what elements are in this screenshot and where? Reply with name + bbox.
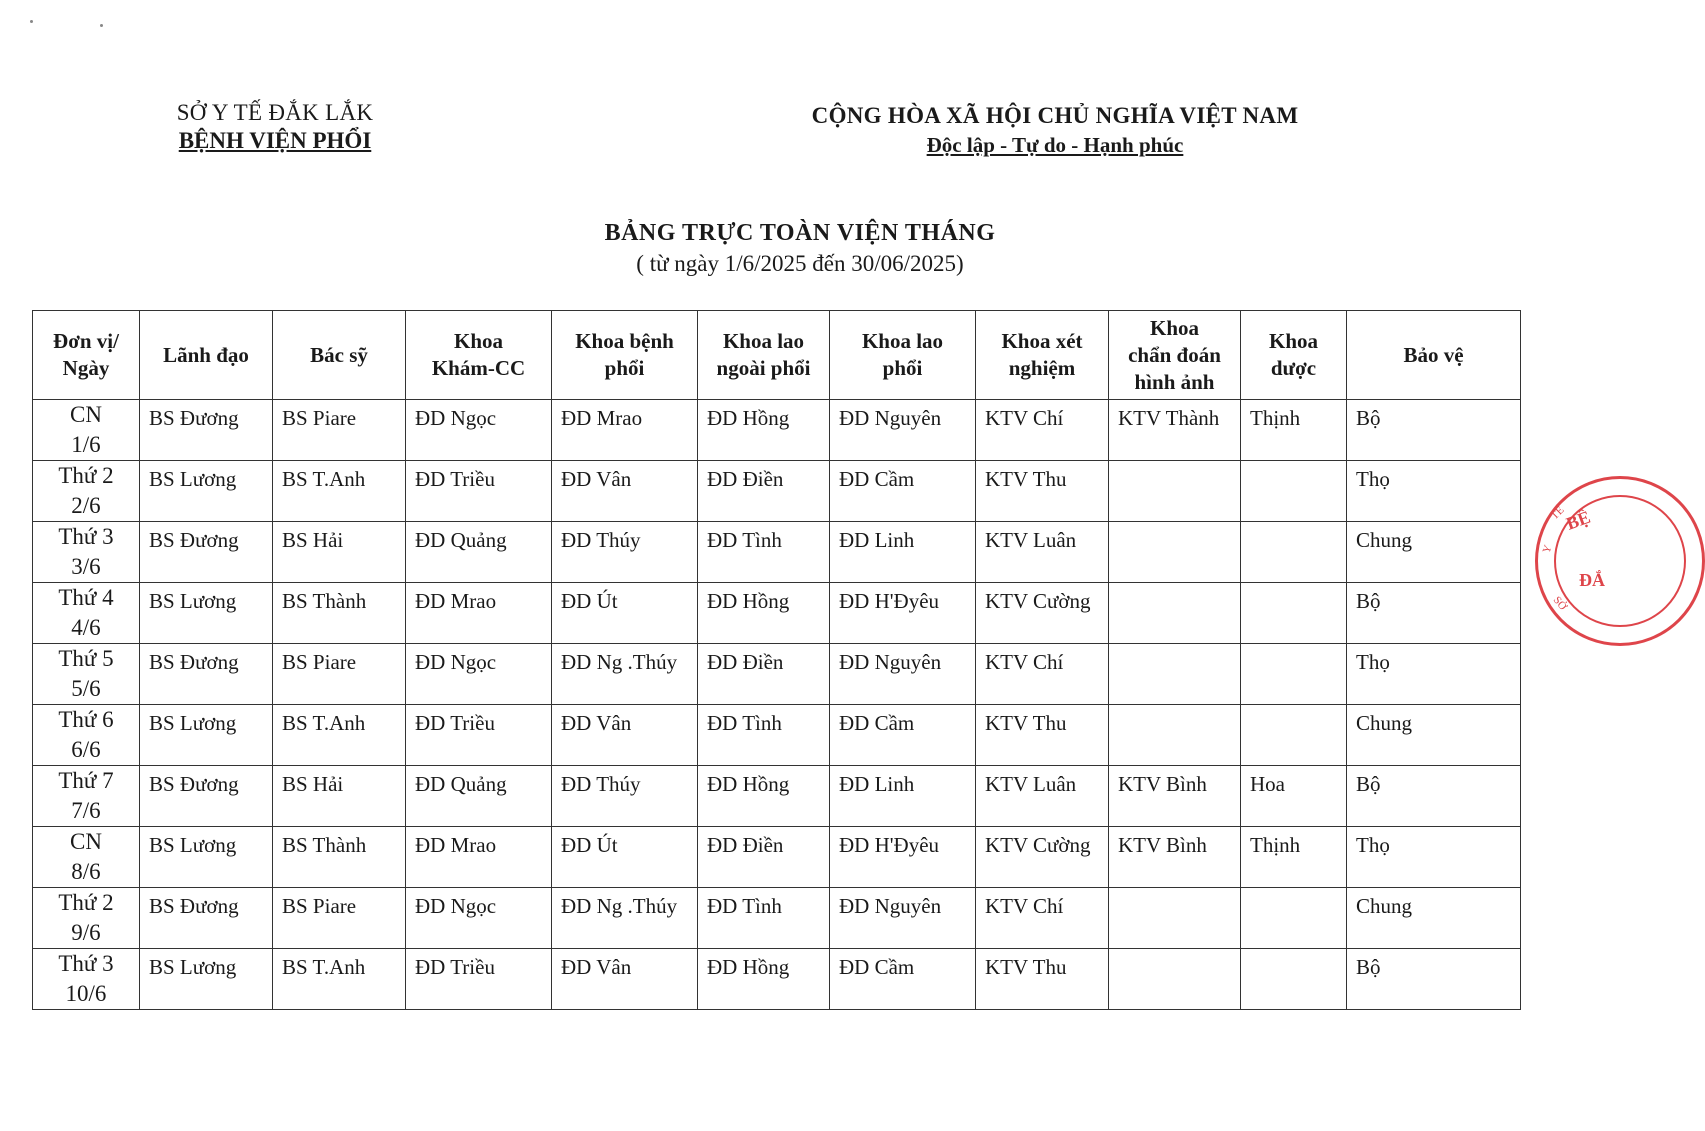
duty-cell-emergency: ĐD Quảng [406, 766, 552, 827]
weekday-label: Thứ 6 [58, 707, 114, 732]
hospital-name: BỆNH VIỆN PHỔI [178, 128, 372, 153]
duty-cell-lung-disease: ĐD Mrao [552, 400, 698, 461]
header-line: Khoa [453, 329, 503, 353]
table-row [33, 583, 1521, 644]
header-line: Bác sỹ [310, 342, 368, 367]
duty-cell-extrapulmonary-tb: ĐD Hồng [698, 400, 830, 461]
duty-cell-laboratory: KTV Luân [976, 766, 1109, 827]
duty-cell-doctor: BS Hải [273, 522, 406, 583]
table-row [33, 766, 1521, 827]
date-label: 9/6 [71, 920, 101, 945]
duty-cell-pulmonary-tb: ĐD Nguyên [830, 888, 976, 949]
header-col-doctor [273, 311, 406, 400]
duty-cell-security: Bộ [1347, 583, 1521, 644]
duty-cell-laboratory: KTV Chí [976, 644, 1109, 705]
day-cell [33, 888, 140, 949]
duty-cell-leadership: BS Đương [140, 766, 273, 827]
duty-cell-pulmonary-tb: ĐD Nguyên [830, 400, 976, 461]
date-label: 8/6 [71, 859, 101, 884]
date-label: 6/6 [71, 737, 101, 762]
header-line: Khoa lao [722, 329, 805, 353]
duty-cell-imaging [1109, 644, 1241, 705]
duty-cell-pharmacy: Thịnh [1241, 827, 1347, 888]
header-line: Khoa [1149, 315, 1199, 340]
table-row [33, 888, 1521, 949]
duty-cell-pharmacy [1241, 949, 1347, 1010]
day-cell [33, 705, 140, 766]
duty-cell-pharmacy [1241, 705, 1347, 766]
header-col-pharmacy [1241, 311, 1347, 400]
header-line: ngoài phổi [716, 356, 811, 380]
header-col-emergency [406, 311, 552, 400]
day-cell [33, 949, 140, 1010]
weekday-label: Thứ 2 [58, 890, 114, 915]
day-cell [33, 644, 140, 705]
duty-cell-extrapulmonary-tb: ĐD Hồng [698, 583, 830, 644]
header-col-security [1347, 311, 1521, 400]
day-cell [33, 400, 140, 461]
header-line: Khoa [1268, 329, 1318, 353]
weekday-label: Thứ 4 [58, 585, 114, 610]
header-line: Lãnh đạo [163, 342, 249, 367]
header-line: nghiệm [1008, 356, 1076, 380]
duty-cell-security: Bộ [1347, 949, 1521, 1010]
header-line: Khoa bệnh [575, 329, 674, 353]
duty-cell-laboratory: KTV Luân [976, 522, 1109, 583]
duty-cell-extrapulmonary-tb: ĐD Tình [698, 522, 830, 583]
duty-cell-leadership: BS Đương [140, 522, 273, 583]
header-line: chẩn đoán [1128, 342, 1221, 367]
duty-cell-laboratory: KTV Cường [976, 583, 1109, 644]
header-line: dược [1270, 356, 1317, 380]
header-col-imaging [1109, 311, 1241, 400]
duty-cell-security: Chung [1347, 888, 1521, 949]
duty-cell-extrapulmonary-tb: ĐD Tình [698, 888, 830, 949]
duty-cell-doctor: BS T.Anh [273, 461, 406, 522]
duty-cell-lung-disease: ĐD Út [552, 583, 698, 644]
duty-cell-imaging [1109, 583, 1241, 644]
duty-cell-security: Chung [1347, 705, 1521, 766]
weekday-label: CN [70, 402, 102, 427]
duty-cell-pharmacy [1241, 644, 1347, 705]
header-line: phổi [604, 356, 645, 380]
duty-cell-laboratory: KTV Thu [976, 949, 1109, 1010]
duty-cell-leadership: BS Lương [140, 949, 273, 1010]
roster-body [33, 400, 1521, 1010]
day-cell [33, 583, 140, 644]
duty-cell-doctor: BS Piare [273, 400, 406, 461]
duty-cell-pulmonary-tb: ĐD H'Đyêu [830, 827, 976, 888]
svg-text:SỞ: SỞ [1550, 594, 1569, 613]
duty-cell-imaging [1109, 461, 1241, 522]
duty-cell-extrapulmonary-tb: ĐD Điền [698, 461, 830, 522]
department-name: SỞ Y TẾ ĐẮK LẮK [176, 100, 374, 125]
duty-cell-extrapulmonary-tb: ĐD Tình [698, 705, 830, 766]
duty-cell-imaging [1109, 522, 1241, 583]
weekday-label: Thứ 7 [58, 768, 114, 793]
duty-cell-pharmacy [1241, 888, 1347, 949]
duty-cell-doctor: BS Thành [273, 827, 406, 888]
duty-cell-emergency: ĐD Triều [406, 949, 552, 1010]
duty-cell-pulmonary-tb: ĐD Cầm [830, 461, 976, 522]
duty-cell-emergency: ĐD Triều [406, 705, 552, 766]
duty-cell-pulmonary-tb: ĐD H'Đyêu [830, 583, 976, 644]
duty-cell-extrapulmonary-tb: ĐD Điền [698, 644, 830, 705]
header-line: Ngày [62, 356, 110, 380]
duty-cell-lung-disease: ĐD Út [552, 827, 698, 888]
header-row [33, 311, 1521, 400]
duty-cell-laboratory: KTV Thu [976, 461, 1109, 522]
duty-cell-pulmonary-tb: ĐD Cầm [830, 705, 976, 766]
date-label: 10/6 [65, 981, 107, 1006]
duty-cell-extrapulmonary-tb: ĐD Hồng [698, 949, 830, 1010]
duty-cell-pulmonary-tb: ĐD Linh [830, 766, 976, 827]
duty-cell-emergency: ĐD Ngọc [406, 888, 552, 949]
header-col-extrapulmonary-tb [698, 311, 830, 400]
duty-cell-security: Thọ [1347, 461, 1521, 522]
duty-cell-emergency: ĐD Triều [406, 461, 552, 522]
duty-cell-lung-disease: ĐD Ng .Thúy [552, 888, 698, 949]
document-date-range: ( từ ngày 1/6/2025 đến 30/06/2025) [636, 251, 964, 276]
day-cell [33, 766, 140, 827]
duty-cell-doctor: BS Piare [273, 888, 406, 949]
header-line: Khám-CC [431, 356, 526, 380]
duty-cell-leadership: BS Lương [140, 705, 273, 766]
duty-cell-imaging [1109, 705, 1241, 766]
document-title: BẢNG TRỰC TOÀN VIỆN THÁNG [604, 220, 996, 246]
official-seal-stamp [1535, 476, 1705, 646]
duty-cell-laboratory: KTV Chí [976, 888, 1109, 949]
svg-text:BỆ: BỆ [1563, 506, 1593, 534]
weekday-label: Thứ 3 [58, 951, 114, 976]
header-line: phổi [882, 356, 923, 380]
table-row [33, 522, 1521, 583]
duty-cell-pharmacy [1241, 461, 1347, 522]
duty-cell-pharmacy: Hoa [1241, 766, 1347, 827]
duty-cell-imaging [1109, 949, 1241, 1010]
duty-cell-imaging: KTV Bình [1109, 827, 1241, 888]
national-header [790, 103, 1320, 158]
duty-cell-doctor: BS Thành [273, 583, 406, 644]
duty-cell-lung-disease: ĐD Thúy [552, 522, 698, 583]
table-row [33, 644, 1521, 705]
scan-speck [30, 20, 33, 23]
duty-cell-pulmonary-tb: ĐD Linh [830, 522, 976, 583]
date-label: 5/6 [71, 676, 101, 701]
duty-cell-pharmacy [1241, 583, 1347, 644]
duty-cell-leadership: BS Đương [140, 644, 273, 705]
duty-cell-emergency: ĐD Mrao [406, 827, 552, 888]
duty-cell-imaging: KTV Bình [1109, 766, 1241, 827]
duty-cell-pharmacy [1241, 522, 1347, 583]
header-line: hình ảnh [1134, 369, 1215, 394]
duty-cell-emergency: ĐD Quảng [406, 522, 552, 583]
header-col-laboratory [976, 311, 1109, 400]
duty-cell-pulmonary-tb: ĐD Nguyên [830, 644, 976, 705]
national-motto: Độc lập - Tự do - Hạnh phúc [926, 133, 1184, 157]
svg-text:TẾ: TẾ [1548, 504, 1567, 523]
duty-cell-lung-disease: ĐD Vân [552, 461, 698, 522]
seal-lettering [1535, 476, 1705, 646]
date-label: 3/6 [71, 554, 101, 579]
weekday-label: CN [70, 829, 102, 854]
duty-cell-lung-disease: ĐD Vân [552, 949, 698, 1010]
duty-cell-security: Thọ [1347, 644, 1521, 705]
duty-cell-lung-disease: ĐD Vân [552, 705, 698, 766]
header-line: Khoa lao [861, 329, 944, 353]
duty-cell-extrapulmonary-tb: ĐD Hồng [698, 766, 830, 827]
duty-cell-emergency: ĐD Ngọc [406, 644, 552, 705]
table-row [33, 705, 1521, 766]
issuer-header [150, 100, 400, 154]
duty-cell-lung-disease: ĐD Thúy [552, 766, 698, 827]
header-col-pulmonary-tb [830, 311, 976, 400]
duty-cell-leadership: BS Lương [140, 461, 273, 522]
table-row [33, 949, 1521, 1010]
table-row [33, 461, 1521, 522]
duty-cell-security: Thọ [1347, 827, 1521, 888]
duty-cell-doctor: BS Piare [273, 644, 406, 705]
duty-cell-leadership: BS Đương [140, 400, 273, 461]
duty-cell-extrapulmonary-tb: ĐD Điền [698, 827, 830, 888]
duty-cell-security: Bộ [1347, 766, 1521, 827]
duty-cell-emergency: ĐD Mrao [406, 583, 552, 644]
country-name: CỘNG HÒA XÃ HỘI CHỦ NGHĨA VIỆT NAM [811, 103, 1299, 128]
duty-cell-doctor: BS T.Anh [273, 949, 406, 1010]
duty-cell-laboratory: KTV Thu [976, 705, 1109, 766]
header-col-unit-day [33, 311, 140, 400]
duty-cell-laboratory: KTV Cường [976, 827, 1109, 888]
table-row [33, 400, 1521, 461]
duty-cell-imaging: KTV Thành [1109, 400, 1241, 461]
duty-cell-leadership: BS Lương [140, 827, 273, 888]
day-cell [33, 522, 140, 583]
duty-cell-imaging [1109, 888, 1241, 949]
duty-cell-emergency: ĐD Ngọc [406, 400, 552, 461]
duty-roster-table [32, 310, 1521, 1010]
day-cell [33, 827, 140, 888]
scan-speck [100, 24, 103, 27]
duty-cell-leadership: BS Đương [140, 888, 273, 949]
header-line: Khoa xét [1001, 329, 1083, 353]
weekday-label: Thứ 5 [58, 646, 114, 671]
duty-cell-doctor: BS T.Anh [273, 705, 406, 766]
date-label: 2/6 [71, 493, 101, 518]
svg-text:ĐẮ: ĐẮ [1579, 570, 1605, 590]
weekday-label: Thứ 2 [58, 463, 114, 488]
duty-cell-leadership: BS Lương [140, 583, 273, 644]
duty-cell-pulmonary-tb: ĐD Cầm [830, 949, 976, 1010]
document-title-block [0, 220, 1600, 277]
table-row [33, 827, 1521, 888]
duty-cell-laboratory: KTV Chí [976, 400, 1109, 461]
header-line: Bảo vệ [1403, 342, 1464, 367]
date-label: 4/6 [71, 615, 101, 640]
svg-text:Y: Y [1540, 543, 1555, 556]
duty-cell-lung-disease: ĐD Ng .Thúy [552, 644, 698, 705]
weekday-label: Thứ 3 [58, 524, 114, 549]
date-label: 7/6 [71, 798, 101, 823]
header-col-lung-disease [552, 311, 698, 400]
day-cell [33, 461, 140, 522]
header-line: Đơn vị/ [53, 329, 119, 353]
duty-cell-security: Chung [1347, 522, 1521, 583]
date-label: 1/6 [71, 432, 101, 457]
duty-cell-doctor: BS Hải [273, 766, 406, 827]
duty-cell-security: Bộ [1347, 400, 1521, 461]
header-col-leadership [140, 311, 273, 400]
duty-cell-pharmacy: Thịnh [1241, 400, 1347, 461]
